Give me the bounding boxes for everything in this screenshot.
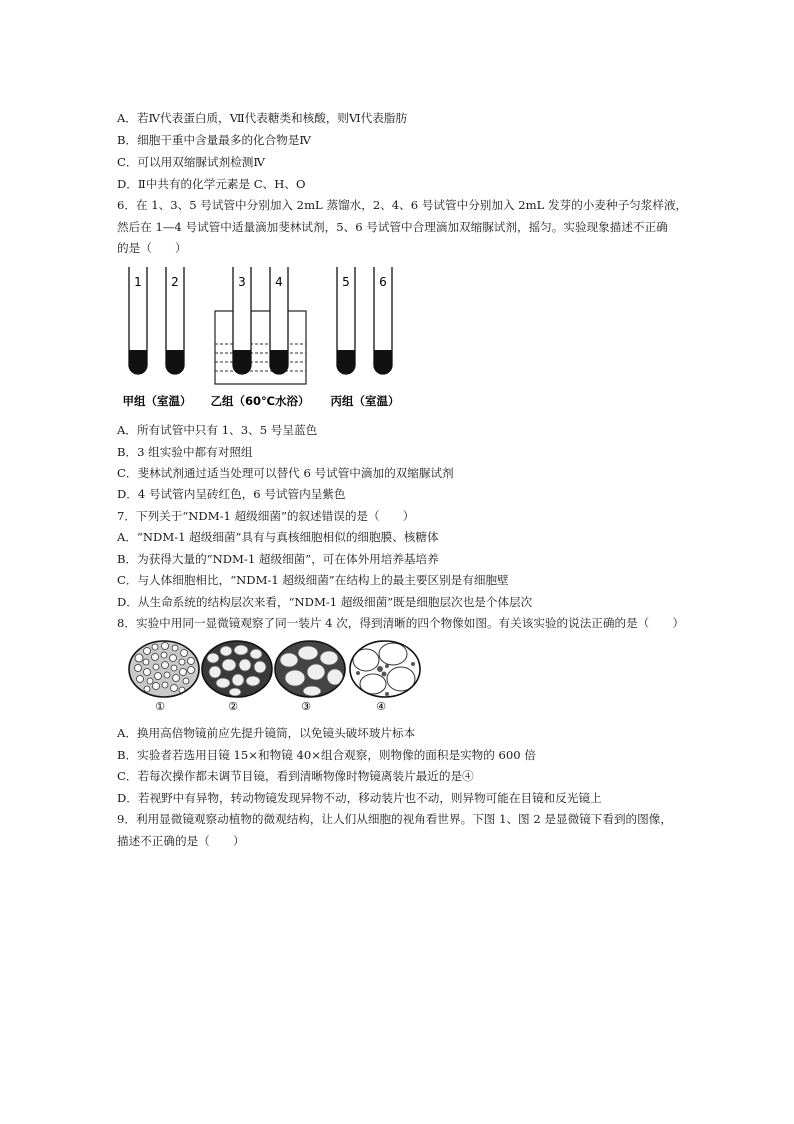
q7-stem: 7．下列关于“NDM-1 超级细菌”的叙述错误的是（ ） bbox=[117, 509, 415, 523]
water-bath-lines bbox=[215, 344, 306, 371]
group-label-bing: 丙组（室温） bbox=[330, 394, 400, 408]
view-label-1: ① bbox=[155, 700, 165, 713]
q6-stem-line3: 的是（ ） bbox=[117, 241, 187, 255]
q6-option-c: C．斐林试剂通过适当处理可以替代 6 号试管中滴加的双缩脲试剂 bbox=[117, 466, 454, 480]
tube-label-4: 4 bbox=[275, 275, 283, 289]
test-tube-figure bbox=[118, 262, 408, 412]
q9-stem-line1: 9．利用显微镜观察动植物的微观结构，让人们从细胞的视角看世界。下图 1、图 2 是显微镜下看到的图像， bbox=[117, 812, 672, 826]
view-label-2: ② bbox=[228, 700, 238, 713]
q8-option-c: C．若每次操作都未调节目镜，看到清晰物像时物镜离装片最近的是④ bbox=[117, 769, 474, 783]
q8-option-b: B．实验者若选用目镜 15×和物镜 40×组合观察，则物像的面积是实物的 600 倍 bbox=[117, 748, 536, 762]
q8-option-d: D．若视野中有异物，转动物镜发现异物不动，移动装片也不动，则异物可能在目镜和反光镜上 bbox=[117, 791, 602, 805]
q6-option-a: A．所有试管中只有 1、3、5 号呈蓝色 bbox=[117, 423, 318, 437]
q5-option-b: B．细胞干重中含量最多的化合物是Ⅳ bbox=[117, 133, 312, 147]
q7-option-b: B．为获得大量的“NDM-1 超级细菌”，可在体外用培养基培养 bbox=[117, 552, 439, 566]
group-label-jia: 甲组（室温） bbox=[122, 394, 192, 408]
tube-label-2: 2 bbox=[171, 275, 179, 289]
tube-label-5: 5 bbox=[342, 275, 350, 289]
q8-option-a: A．换用高倍物镜前应先提升镜筒，以免镜头破坏玻片标本 bbox=[117, 726, 416, 740]
q6-option-b: B．3 组实验中都有对照组 bbox=[117, 445, 253, 459]
tube-label-1: 1 bbox=[134, 275, 142, 289]
q5-option-d: D．Ⅱ中共有的化学元素是 C、H、O bbox=[117, 177, 306, 191]
q6-stem-line1: 6．在 1、3、5 号试管中分别加入 2mL 蒸馏水，2、4、6 号试管中分别加入 2mL 发芽的小麦种子匀浆样液， bbox=[117, 198, 688, 212]
view-label-3: ③ bbox=[301, 700, 311, 713]
q7-option-a: A．“NDM-1 超级细菌”具有与真核细胞相似的细胞膜、核糖体 bbox=[117, 530, 439, 544]
group-label-yi: 乙组（60℃水浴） bbox=[210, 394, 310, 408]
water-bath bbox=[215, 311, 306, 384]
q5-option-c: C．可以用双缩脲试剂检测Ⅳ bbox=[117, 155, 265, 169]
q8-stem: 8．实验中用同一显微镜观察了同一装片 4 次，得到清晰的四个物像如图。有关该实验的说法正确的是（ ） bbox=[117, 616, 685, 630]
q6-option-d: D．4 号试管内呈砖红色，6 号试管内呈紫色 bbox=[117, 487, 346, 501]
view-label-4: ④ bbox=[376, 700, 386, 713]
q9-stem-line2: 描述不正确的是（ ） bbox=[117, 834, 245, 848]
q5-option-a: A．若Ⅳ代表蛋白质，Ⅶ代表糖类和核酸，则Ⅵ代表脂肪 bbox=[117, 111, 408, 125]
q7-option-c: C．与人体细胞相比，“NDM-1 超级细菌”在结构上的最主要区别是有细胞壁 bbox=[117, 573, 509, 587]
q7-option-d: D．从生命系统的结构层次来看，“NDM-1 超级细菌”既是细胞层次也是个体层次 bbox=[117, 595, 533, 609]
tube-label-6: 6 bbox=[379, 275, 387, 289]
q6-stem-line2: 然后在 1—4 号试管中适量滴加斐林试剂，5、6 号试管中合理滴加双缩脲试剂，摇匀。实验现象描述不正确 bbox=[117, 220, 668, 234]
tube-label-3: 3 bbox=[238, 275, 246, 289]
microscope-views-figure bbox=[125, 636, 425, 714]
